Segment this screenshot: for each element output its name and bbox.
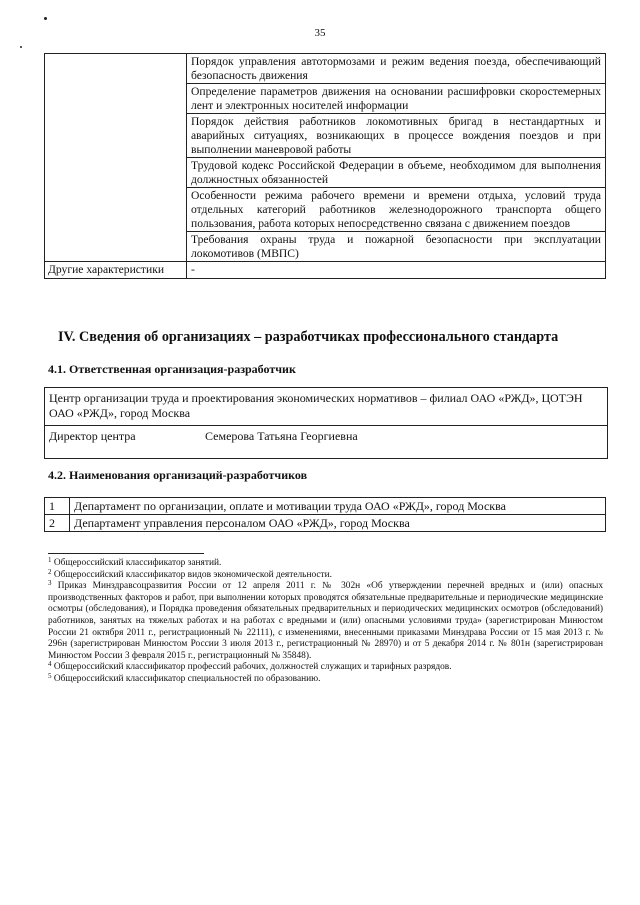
- footnote-separator: [48, 553, 204, 554]
- footnote: [48, 662, 603, 674]
- requirement-text: Определение параметров движения на основании расшифровки скоростемерных лент и электронных носителей информации: [187, 84, 606, 114]
- table-row: [45, 262, 606, 279]
- footnote: [48, 567, 603, 582]
- requirement-text: Порядок управления автотормозами и режим ведения поезда, обеспечивающий безопасность движения: [187, 54, 606, 84]
- section-iv-heading: IV. Сведения об организациях – разработчиках профессионального стандарта: [58, 329, 559, 345]
- developer-name: Департамент по организации, оплате и мотивации труда ОАО «РЖД», город Москва: [70, 498, 606, 515]
- footnote-text: Общероссийский классификатор специальностей по образованию.: [53, 673, 321, 684]
- footnote: [48, 671, 603, 686]
- scan-artifact-dot: [44, 17, 47, 20]
- requirement-text: Порядок действия работников локомотивных бригад в нестандартных и аварийных ситуациях, возникающих в процессе вождения поездов и при выполнении маневровой работы: [187, 114, 606, 158]
- org-name: Центр организации труда и проектирования экономических нормативов – филиал ОАО «РЖД», ЦОТЭН ОАО «РЖД», город Москва: [45, 388, 607, 426]
- org-director-row: [45, 426, 607, 458]
- footnote-text: Общероссийский классификатор профессий рабочих, должностей служащих и тарифных разрядов.: [53, 662, 452, 673]
- other-characteristics-label: Другие характеристики: [45, 262, 187, 279]
- footnote-text: Общероссийский классификатор занятий.: [53, 558, 222, 568]
- developer-orgs-table: [44, 497, 606, 532]
- director-name: Семерова Татьяна Георгиевна: [205, 429, 358, 443]
- footnotes: [48, 558, 603, 686]
- requirement-text: Трудовой кодекс Российской Федерации в объеме, необходимом для выполнения должностных обязанностей: [187, 158, 606, 188]
- footnote-text: Приказ Минздравсоцразвития России от 12 апреля 2011 г. № 302н «Об утверждении перечней вредных и (или) опасных производственных факторов и работ, при выполнении которых проводятся обязательные предварительные и периодические медицинские осмотры (обследования), и Порядка проведения обязательных предварительных и периодических медицинских осмотров (обследований) работников, занятых на тяжелых работах и на работах с вредными и (или) опасными условиями труда» (зарегистрирован Минюстом России 21 октября 2011 г., регистрационный № 22111), с изменениями, внесенными приказами Минздрава России от 15 мая 2013 г. № 296н (зарегистрирован Минюстом России 3 июля 2013 г., регистрационный № 28970) и от 5 декабря 2014 г. № 801н (зарегистрирован Минюстом России 3 февраля 2015 г., регистрационный № 35848).: [48, 581, 604, 661]
- responsible-org-heading: 4.1. Ответственная организация-разработчик: [48, 362, 296, 376]
- developer-name: Департамент управления персоналом ОАО «РЖД», город Москва: [70, 515, 606, 532]
- requirement-text: Требования охраны труда и пожарной безопасности при эксплуатации локомотивов (МВПС): [187, 232, 606, 262]
- other-characteristics-value: -: [187, 262, 606, 279]
- footnote-mark: 2: [48, 567, 52, 576]
- footnote-mark: 5: [48, 671, 52, 680]
- requirements-table: [44, 53, 606, 279]
- table-row: [45, 54, 606, 84]
- page-number: 35: [314, 27, 326, 39]
- developer-number: 2: [45, 515, 70, 532]
- developer-orgs-heading: 4.2. Наименования организаций-разработчиков: [48, 468, 308, 482]
- footnote: [48, 581, 603, 662]
- table-row: [45, 515, 606, 532]
- requirement-text: Особенности режима рабочего времени и времени отдыха, условий труда отдельных категорий работников железнодорожного транспорта общего пользования, работа которых непосредственно связана с движением поездов: [187, 188, 606, 232]
- footnote: [48, 558, 603, 570]
- footnote-mark: 4: [48, 660, 52, 669]
- table-row: [45, 498, 606, 515]
- footnote-mark: 3: [48, 579, 52, 588]
- scan-artifact-dot: [20, 46, 22, 48]
- director-label: Директор центра: [49, 429, 136, 443]
- footnote-mark: 1: [48, 556, 52, 564]
- footnote-text: Общероссийский классификатор видов экономической деятельности.: [53, 569, 333, 580]
- developer-number: 1: [45, 498, 70, 515]
- responsible-org-box: [44, 387, 608, 459]
- requirements-left-cell: [45, 54, 187, 262]
